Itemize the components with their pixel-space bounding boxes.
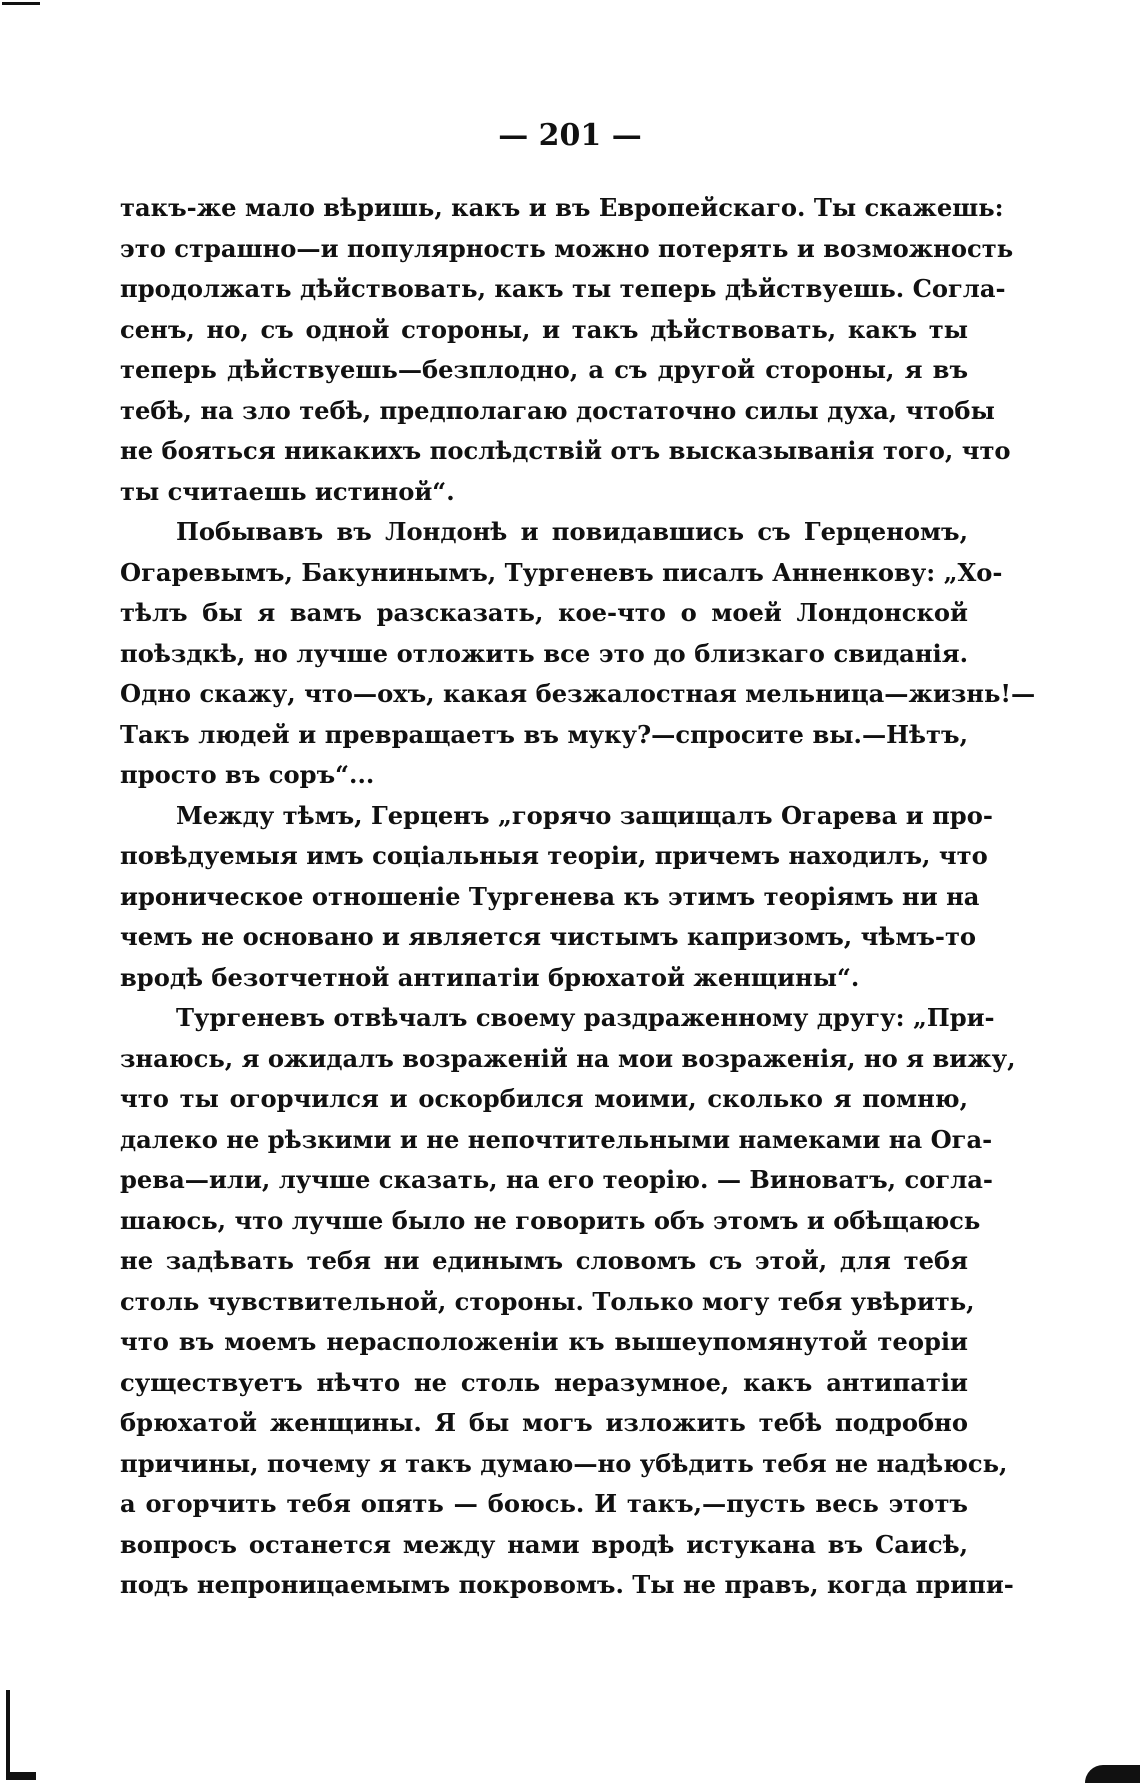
text-line: такъ-же мало вѣришь, какъ и въ Европейскаго. Ты скажешь: — [120, 193, 1004, 222]
scan-artifact — [6, 1690, 10, 1780]
text-line: знаюсь, я ожидалъ возраженій на мои возраженія, но я вижу, — [120, 1043, 1016, 1073]
text-line: повѣдуемыя имъ соціальныя теоріи, причемъ находилъ, что — [120, 841, 988, 870]
text-line: Между тѣмъ, Герценъ „горячо защищалъ Огарева и про- — [176, 800, 993, 830]
text-line: сенъ, но, съ одной стороны, и такъ дѣйствовать, какъ ты — [120, 314, 968, 344]
text-line: столь чувствительной, стороны. Только могу тебя увѣрить, — [120, 1286, 975, 1316]
text-line: тѣлъ бы я вамъ разсказать, кое-что о моей Лондонской — [120, 598, 968, 627]
text-line: Тургеневъ отвѣчалъ своему раздраженному другу: „При- — [176, 1003, 995, 1032]
text-line: шаюсь, что лучше было не говорить объ этомъ и обѣщаюсь — [120, 1205, 981, 1235]
text-line: вопросъ останется между нами вродѣ истукана въ Саисѣ, — [120, 1529, 968, 1559]
text-line: вродѣ безотчетной антипатіи брюхатой женщины“. — [120, 962, 860, 992]
text-line: что въ моемъ нерасположеніи къ вышеупомянутой теоріи — [120, 1327, 968, 1356]
text-line: просто въ соръ“... — [120, 760, 375, 789]
text-line: Огаревымъ, Бакунинымъ, Тургеневъ писалъ Анненкову: „Хо- — [120, 557, 1003, 587]
text-line: брюхатой женщины. Я бы могъ изложить тебѣ подробно — [120, 1408, 968, 1437]
text-line: Побывавъ въ Лондонѣ и повидавшись съ Герценомъ, — [176, 517, 968, 546]
text-line: не задѣвать тебя ни единымъ словомъ съ этой, для тебя — [120, 1246, 968, 1275]
text-line: существуетъ нѣчто не столь неразумное, какъ антипатіи — [120, 1367, 968, 1397]
scan-artifact — [1085, 1765, 1140, 1783]
text-line: далеко не рѣзкими и не непочтительными намеками на Ога- — [120, 1124, 993, 1154]
text-line: продолжать дѣйствовать, какъ ты теперь дѣйствуешь. Согла- — [120, 274, 1006, 303]
text-line: Такъ людей и превращаетъ въ муку?—спросите вы.—Нѣтъ, — [120, 719, 968, 749]
text-line: рева—или, лучше сказать, на его теорію. — Виноватъ, согла- — [120, 1165, 993, 1194]
text-line: это страшно—и популярность можно потерять и возможность — [120, 233, 1014, 263]
text-line: причины, почему я такъ думаю—но убѣдить тебя не надѣюсь, — [120, 1448, 1008, 1478]
body-text — [120, 188, 1036, 1606]
text-line: что ты огорчился и оскорбился моими, сколько я помню, — [120, 1084, 968, 1113]
text-line: тебѣ, на зло тебѣ, предполагаю достаточно силы духа, чтобы — [120, 395, 995, 425]
scan-artifact — [2, 2, 40, 5]
text-line: теперь дѣйствуешь—безплодно, а съ другой стороны, я въ — [120, 355, 968, 384]
text-line: а огорчить тебя опять — боюсь. И такъ,—пусть весь этотъ — [120, 1489, 968, 1518]
text-line: ты считаешь истиной“. — [120, 476, 455, 506]
text-line: поѣздкѣ, но лучше отложить все это до близкаго свиданія. — [120, 638, 968, 668]
text-line: подъ непроницаемымъ покровомъ. Ты не правъ, когда припи- — [120, 1570, 1014, 1599]
text-line: Одно скажу, что—охъ, какая безжалостная мельница—жизнь!— — [120, 679, 1036, 708]
text-line: не бояться никакихъ послѣдствій отъ высказыванія того, что — [120, 436, 1011, 465]
text-line: чемъ не основано и является чистымъ капризомъ, чѣмъ-то — [120, 922, 977, 951]
page-number: — 201 — — [498, 118, 642, 153]
scan-artifact — [6, 1772, 36, 1780]
text-line: ироническое отношеніе Тургенева къ этимъ теоріямъ ни на — [120, 881, 980, 911]
